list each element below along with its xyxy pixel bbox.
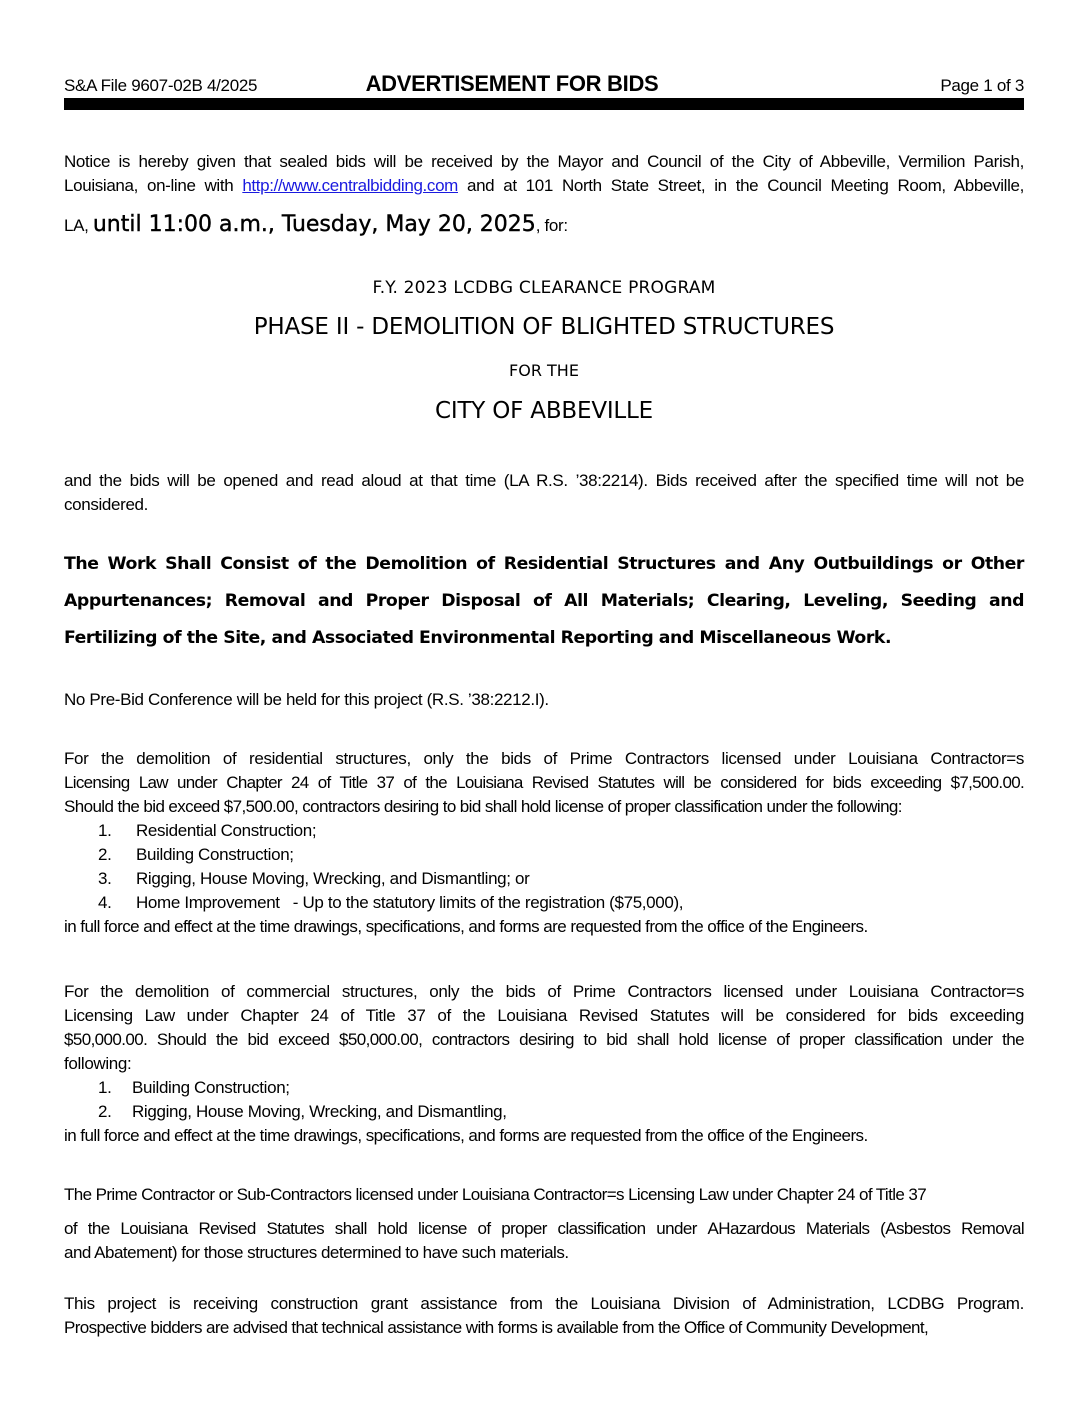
list-number: 1. bbox=[98, 821, 112, 840]
residential-list-item bbox=[64, 891, 1024, 915]
intro-deadline-line bbox=[64, 212, 1024, 239]
list-text: Building Construction; bbox=[132, 1078, 290, 1097]
residential-line-1: For the demolition of residential structures, only the bids of Prime Contractors licensed under Louisiana Contractor=s bbox=[64, 749, 1024, 768]
residential-list-item bbox=[64, 843, 1024, 867]
hazardous-line-2: of the Louisiana Revised Statutes shall hold license of proper classification under ΑHazardous Materials (Asbestos Removal bbox=[64, 1219, 1024, 1238]
scope-line-3: Fertilizing of the Site, and Associated Environmental Reporting and Miscellaneous Work. bbox=[64, 628, 892, 648]
list-text: Rigging, House Moving, Wrecking, and Dismantling; or bbox=[136, 869, 530, 888]
prebid-notice: No Pre-Bid Conference will be held for this project (R.S. ’38:2212.I). bbox=[64, 690, 549, 709]
scope-line-1: The Work Shall Consist of the Demolition of Residential Structures and Any Outbuildings or Other bbox=[64, 554, 1024, 574]
residential-line-3: Should the bid exceed $7,500.00, contractors desiring to bid shall hold license of proper classification under the following: bbox=[64, 797, 902, 816]
page-header bbox=[64, 72, 1024, 98]
commercial-list-item bbox=[64, 1100, 1024, 1124]
intro-line-2 bbox=[64, 174, 1024, 198]
intro-line-1: Notice is hereby given that sealed bids will be received by the Mayor and Council of the City of Abbeville, Vermilion Parish, bbox=[64, 152, 1024, 171]
intro-text: LA, bbox=[64, 216, 93, 235]
list-number: 2. bbox=[98, 1102, 112, 1121]
residential-list-item bbox=[64, 819, 1024, 843]
commercial-line-1: For the demolition of commercial structures, only the bids of Prime Contractors licensed under Louisiana Contractor=s bbox=[64, 982, 1024, 1001]
scope-line-2: Appurtenances; Removal and Proper Disposal of All Materials; Clearing, Leveling, Seeding and bbox=[64, 591, 1024, 611]
intro-text: and at 101 North State Street, in the Council Meeting Room, Abbeville, bbox=[458, 176, 1024, 195]
phase-title: PHASE II - DEMOLITION OF BLIGHTED STRUCTURES bbox=[253, 314, 835, 340]
list-number: 2. bbox=[98, 845, 112, 864]
document-title: ADVERTISEMENT FOR BIDS bbox=[365, 71, 659, 96]
centralbidding-link[interactable]: http://www.centralbidding.com bbox=[242, 176, 458, 195]
bid-opening-paragraph bbox=[64, 469, 1024, 517]
list-text: Home Improvement - Up to the statutory limits of the registration ($75,000), bbox=[136, 893, 684, 912]
program-title: F.Y. 2023 LCDBG CLEARANCE PROGRAM bbox=[372, 278, 716, 298]
list-number: 1. bbox=[98, 1078, 112, 1097]
residential-paragraph bbox=[64, 747, 1024, 939]
list-text: Residential Construction; bbox=[136, 821, 317, 840]
residential-list-item bbox=[64, 867, 1024, 891]
list-number: 3. bbox=[98, 869, 112, 888]
for-the-label: FOR THE bbox=[509, 361, 579, 380]
page-number: Page 1 of 3 bbox=[940, 76, 1024, 95]
opening-line-1: and the bids will be opened and read aloud at that time (LA R.S. ’38:2214). Bids received after the specified time will not be bbox=[64, 471, 1024, 490]
bid-deadline: until 11:00 a.m., Tuesday, May 20, 2025 bbox=[92, 212, 536, 237]
commercial-paragraph bbox=[64, 980, 1024, 1148]
opening-line-2: considered. bbox=[64, 495, 149, 514]
list-number: 4. bbox=[98, 893, 112, 912]
hazardous-line-3: and Abatement) for those structures determined to have such materials. bbox=[64, 1243, 569, 1262]
hazardous-paragraph-cont bbox=[64, 1217, 1024, 1265]
intro-paragraph bbox=[64, 150, 1024, 198]
grant-line-2: Prospective bidders are advised that technical assistance with forms is available from the Office of Community Development, bbox=[64, 1318, 929, 1337]
residential-line-2: Licensing Law under Chapter 24 of Title 37 of the Louisiana Revised Statutes will be considered for bids exceeding $7,500.00. bbox=[64, 773, 1024, 792]
scope-of-work bbox=[64, 546, 1024, 657]
hazardous-paragraph bbox=[64, 1183, 1024, 1207]
commercial-list-item bbox=[64, 1076, 1024, 1100]
file-reference: S&A File 9607-02Β 4/2025 bbox=[64, 76, 258, 95]
header-rule bbox=[64, 98, 1024, 110]
hazardous-line-1: The Prime Contractor or Sub-Contractors licensed under Louisiana Contractor=s Licensing Law under Chapter 24 of Title 37 bbox=[64, 1185, 927, 1204]
grant-paragraph bbox=[64, 1292, 1024, 1340]
intro-text: , for: bbox=[535, 216, 568, 235]
city-title: CITY OF ABBEVILLE bbox=[435, 398, 653, 424]
list-text: Building Construction; bbox=[136, 845, 294, 864]
commercial-line-3: $50,000.00. Should the bid exceed $50,000.00, contractors desiring to bid shall hold license of proper classification under the bbox=[64, 1030, 1024, 1049]
grant-line-1: This project is receiving construction grant assistance from the Louisiana Division of Administration, LCDBG Program. bbox=[64, 1294, 1024, 1313]
commercial-line-2: Licensing Law under Chapter 24 of Title 37 of the Louisiana Revised Statutes will be considered for bids exceeding bbox=[64, 1006, 1024, 1025]
commercial-closing: in full force and effect at the time drawings, specifications, and forms are requested from the office of the Engineers. bbox=[64, 1126, 868, 1145]
intro-text: Louisiana, on-line with bbox=[64, 176, 243, 195]
residential-closing: in full force and effect at the time drawings, specifications, and forms are requested from the office of the Engineers. bbox=[64, 917, 868, 936]
commercial-line-4: following: bbox=[64, 1054, 132, 1073]
list-text: Rigging, House Moving, Wrecking, and Dismantling, bbox=[132, 1102, 507, 1121]
